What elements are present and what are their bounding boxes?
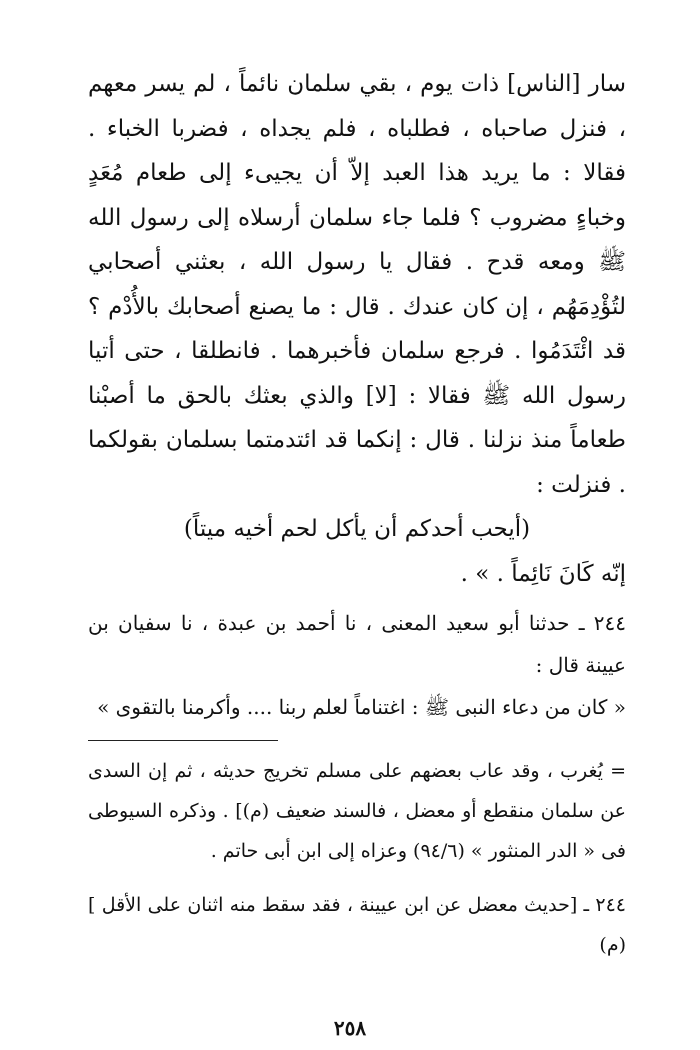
- hadith-chain: ٢٤٤ ـ حدثنا أبو سعيد المعنى ، نا أحمد بن عبدة ، نا سفيان بن عيينة قال :: [88, 611, 626, 677]
- footnote-divider: [88, 740, 278, 741]
- page-number: ٢٥٨: [333, 1016, 367, 1040]
- main-text: [88, 62, 626, 507]
- hadith-text: « كان من دعاء النبى ﷺ : اغتناماً لعلم ربنا .... وأكرمنا بالتقوى »: [97, 695, 626, 719]
- footnote-continuation: = يُغرب ، وقد عاب بعضهم على مسلم تخريج حديثه ، ثم إن السدى عن سلمان منقطع أو معضل ، فالسند ضعيف (م)] . وذكره السيوطى فى « الدر المنثور » (٩٤/٦) وعزاه إلى ابن أبى حاتم .: [88, 760, 626, 862]
- main-paragraph: سار [الناس] ذات يوم ، بقي سلمان نائماً ، لم يسر معهم ، فنزل صاحباه ، فطلباه ، فلم يجداه ، فضربا الخباء . فقالا : ما يريد هذا العبد إلاّ أن يجيىء إلى طعام مُعَدٍ وخباءٍ مضروب ؟ فلما جاء سلمان أرسلاه إلى رسول الله ﷺ ومعه قدح . فقال يا رسول الله ، بعثني أصحابي لتُؤْدِمَهُم ، إن كان عندك . قال : ما يصنع أصحابك بالأُدْم ؟ قد ائْتَدَمُوا . فرجع سلمان فأخبرهما . فانطلقا ، حتى أتيا رسول الله ﷺ فقالا : [لا] والذي بعثك بالحق ما أصبْنا طعاماً منذ نزلنا . قال : إنكما قد ائتدمتما بسلمان بقولكما . فنزلت :: [88, 71, 626, 498]
- page-body: [88, 62, 626, 965]
- footnotes: [88, 751, 626, 965]
- quran-verse: (أيحب أحدكم أن يأكل لحم أخيه ميتاً): [183, 516, 531, 542]
- footnote-244: ٢٤٤ ـ [حديث معضل عن ابن عيينة ، فقد سقط منه اثنان على الأقل ] (م): [88, 894, 626, 956]
- closing-line: إنّه كَانَ نَائِماً . » .: [460, 560, 626, 587]
